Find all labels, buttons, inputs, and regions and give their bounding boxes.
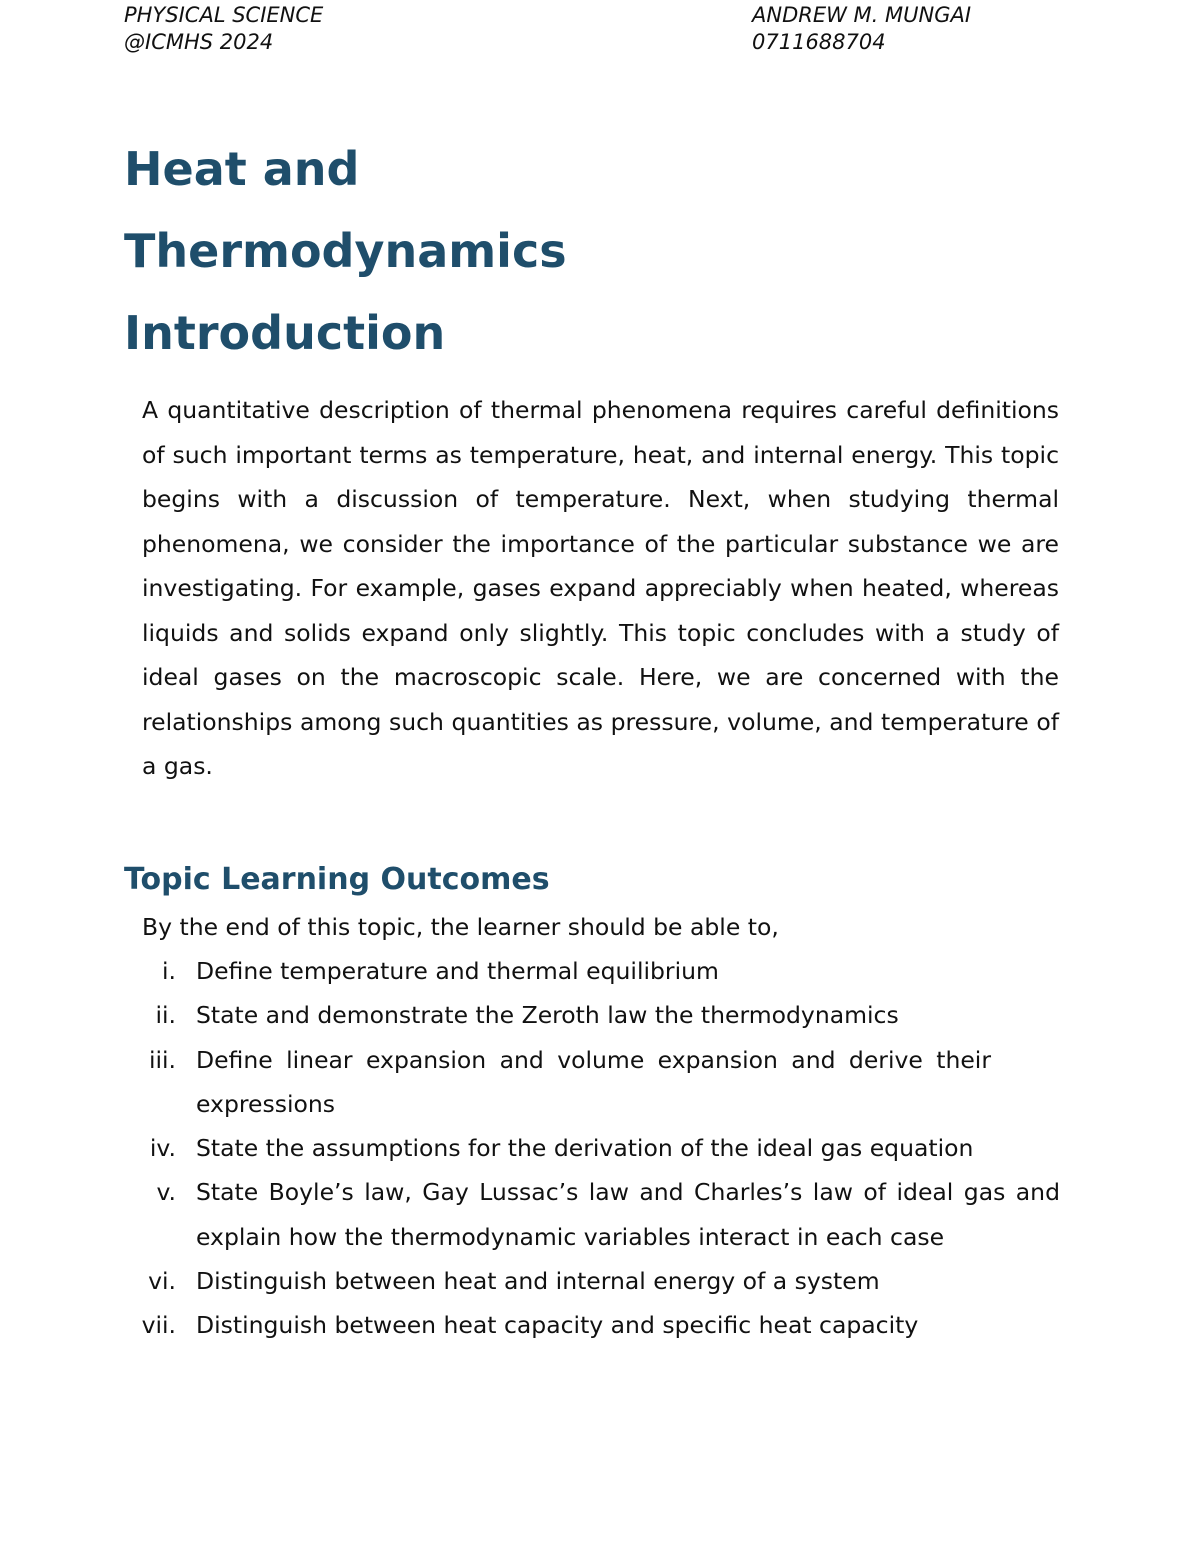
list-item-text: State the assumptions for the derivation of the ideal gas equation bbox=[196, 1134, 974, 1163]
document-title bbox=[124, 128, 567, 374]
list-item-number: iv. bbox=[149, 1134, 176, 1163]
outcomes-list bbox=[120, 949, 1060, 1348]
list-item bbox=[120, 993, 1060, 1037]
list-item bbox=[120, 1303, 1060, 1347]
title-line-2: Thermodynamics bbox=[124, 224, 567, 278]
outcomes-heading: Topic Learning Outcomes bbox=[124, 862, 550, 897]
list-item bbox=[120, 1170, 1060, 1259]
header-author: ANDREW M. MUNGAI bbox=[752, 3, 972, 27]
list-item-number: ii. bbox=[155, 1001, 176, 1030]
list-item-text: Distinguish between heat and internal energy of a system bbox=[196, 1267, 880, 1296]
list-item-number: v. bbox=[156, 1178, 176, 1207]
title-line-3: Introduction bbox=[124, 306, 446, 360]
list-item bbox=[120, 1259, 1060, 1303]
list-item-text: Define temperature and thermal equilibrium bbox=[196, 957, 719, 985]
header-institution: @ICMHS 2024 bbox=[124, 30, 274, 54]
title-line-1: Heat and bbox=[124, 142, 360, 196]
list-item-number: iii. bbox=[148, 1045, 176, 1074]
header-phone: 0711688704 bbox=[752, 30, 886, 54]
intro-paragraph: A quantitative description of thermal phenomena requires careful definitions of such important terms as temperature, heat, and internal energy. This topic begins with a discussion of temperature. Next, when studying thermal phenomena, we consider the importance of the particular substance we are investigating. For example, gases expand appreciably when heated, whereas liquids and solids expand only slightly. This topic concludes with a study of ideal gases on the macroscopic scale. Here, we are concerned with the relationships among such quantities as pressure, volume, and temperature of a gas. bbox=[142, 396, 1059, 780]
list-item-text: State Boyle’s law, Gay Lussac’s law and Charles’s law of ideal gas and explain how the thermodynamic variables interact in each case bbox=[196, 1178, 1060, 1251]
list-item-text: Distinguish between heat capacity and specific heat capacity bbox=[196, 1311, 919, 1340]
list-item-number: i. bbox=[162, 957, 176, 985]
header-right bbox=[752, 2, 971, 56]
list-item bbox=[120, 1038, 1060, 1127]
list-item bbox=[120, 1126, 1060, 1170]
list-item-text: Define linear expansion and volume expansion and derive their expressions bbox=[196, 1045, 991, 1118]
list-item-number: vii. bbox=[141, 1311, 176, 1340]
outcomes-lead: By the end of this topic, the learner should be able to, bbox=[142, 913, 779, 941]
list-item-number: vi. bbox=[148, 1267, 176, 1296]
list-item bbox=[120, 949, 1060, 993]
list-item-text: State and demonstrate the Zeroth law the thermodynamics bbox=[196, 1001, 899, 1030]
header-left bbox=[124, 2, 323, 56]
header-subject: PHYSICAL SCIENCE bbox=[124, 3, 324, 27]
